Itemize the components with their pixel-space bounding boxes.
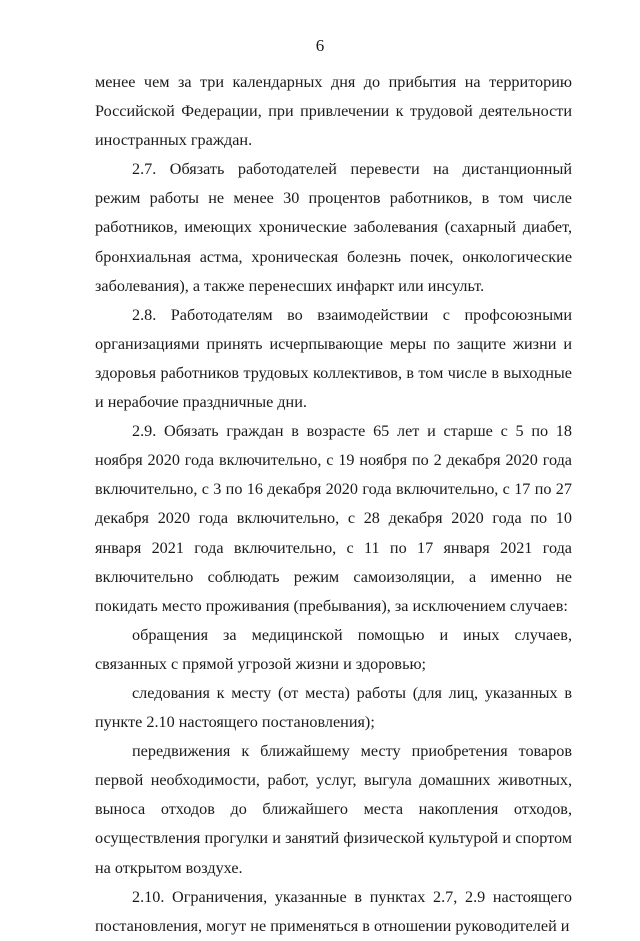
page-number: 6 <box>315 36 325 55</box>
exception-medical: обращения за медицинской помощью и иных случаев, связанных с прямой угрозой жизни и здоровью; <box>95 625 572 673</box>
exception-work: следования к месту (от места) работы (для лиц, указанных в пункте 2.10 настоящего постановления); <box>95 683 572 732</box>
document-body <box>95 68 572 941</box>
paragraph-2-9: 2.9. Обязать граждан в возрасте 65 лет и старше с 5 по 18 ноября 2020 года включительно, с 19 ноября по 2 декабря 2020 года включительно, с 3 по 16 декабря 2020 года включительно, с 17 по 27 декабря 2020 года включительно, с 28 декабря 2020 года по 10 января 2021 года включительно, с 11 по 17 января 2021 года включительно соблюдать режим самоизоляции, а именно не покидать место проживания (пребывания), за исключением случаев: <box>95 422 572 615</box>
paragraph-2-8: 2.8. Работодателям во взаимодействии с профсоюзными организациями принять исчерпывающие меры по защите жизни и здоровья работников трудовых коллективов, в том числе в выходные и нерабочие праздничные дни. <box>95 305 572 412</box>
paragraph-2-10: 2.10. Ограничения, указанные в пунктах 2.7, 2.9 настоящего постановления, могут не применяться в отношении руководителей и <box>95 887 572 935</box>
paragraph-continuation: менее чем за три календарных дня до прибытия на территорию Российской Федерации, при привлечении к трудовой деятельности иностранных граждан. <box>95 73 572 150</box>
exception-shopping-walks: передвижения к ближайшему месту приобретения товаров первой необходимости, работ, услуг, выгула домашних животных, выноса отходов до ближайшего места накопления отходов, осуществления прогулки и занятий физической культурой и спортом на открытом воздухе. <box>95 742 572 877</box>
paragraph-2-7: 2.7. Обязать работодателей перевести на дистанционный режим работы не менее 30 процентов работников, в том числе работников, имеющих хронические заболевания (сахарный диабет, бронхиальная астма, хроническая болезнь почек, онкологические заболевания), а также перенесших инфаркт или инсульт. <box>95 160 572 295</box>
